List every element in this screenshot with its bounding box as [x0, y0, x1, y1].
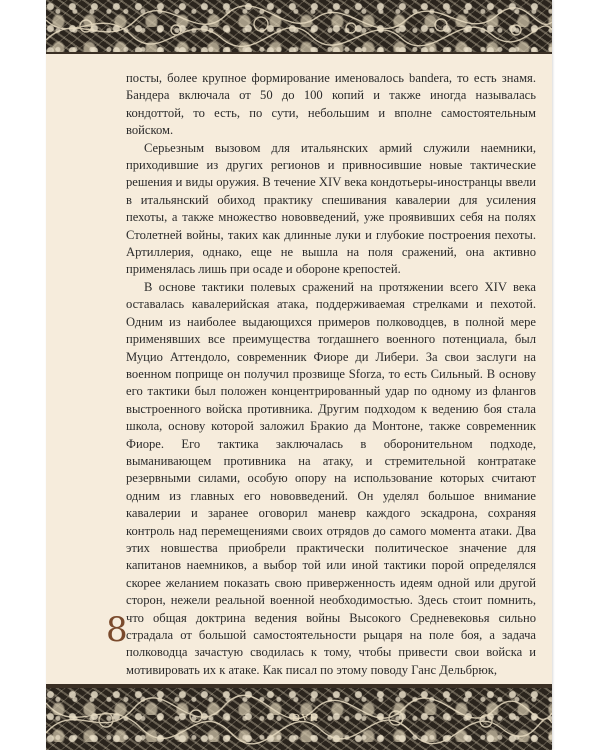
- top-rule: [46, 52, 552, 54]
- top-ornamental-border: [46, 0, 552, 52]
- paragraph: Серьезным вызовом для итальянских армий служили наемники, приходившие из других регионов и привносившие новые тактические решения и виды оружия. В течение XIV века кондотьеры-иностранцы ввели в итальянский обиход практику спешивания кавалерии для усиления пехоты, а также множество нововведений, уже проявивших себя на полях Столетней войны, таких как длинные луки и глубокие построения пехоты. Артиллерия, однако, еще не вышла на поля сражений, она активно применялась лишь при осаде и обороне крепостей.: [126, 140, 536, 277]
- body-text: [126, 70, 536, 679]
- bottom-monogram: DVH: [292, 712, 319, 724]
- top-ornament-pattern: [46, 0, 552, 52]
- paragraph: посты, более крупное формирование именовалось bandera, то есть знамя. Бандера включала от 50 до 100 копий и также иногда называлась кондоттой, то есть, по сути, небольшим и вполне самостоятельным войском.: [126, 71, 536, 138]
- page-number: 8: [106, 610, 128, 650]
- book-page: [46, 0, 552, 750]
- paragraph: В основе тактики полевых сражений на протяжении всего XIV века оставалась кавалерийская атака, поддерживаемая стрелками и пехотой. Одним из наиболее выдающихся примеров полководцев, в полной мере применявших все преимущества тогдашнего военного потенциала, был Муцио Аттендоло, современник Фиоре ди Либери. За свои заслуги на военном поприще он получил прозвище Sforza, то есть Сильный. В основу его тактики был положен концентрированный удар по одному из флангов выстроенного войска противника. Другим подходом к ведению боя стала школа, основу которой заложил Бракио да Монтоне, также современник Фиоре. Его тактика заключалась в оборонительном подходе, выманивающем противника на атаку, и стремительной контратаке резервными силами, особую опору на использование которых считают одним из главных его нововведений. Он уделял большое внимание кавалерии и заранее оговорил маневр каждого эскадрона, сохраняя контроль над перемещениями своих отрядов до самого момента атаки. Два этих новшества приобрели практически политическое значение для капитанов наемников, а выбор той или иной тактики порой определялся скорее желанием показать свою приверженность идеям одной или другой сторон, нежели реальной военной необходимостью. Здесь стоит помнить, что общая доктрина ведения войны Высокого Средневековья сильно страдала от большой самостоятельности рыцаря на поле боя, а задача полководца зачастую сводилась к тому, чтобы привести свои войска и мотивировать их к атаке. Как писал по этому поводу Ганс Дельбрюк,: [126, 279, 536, 677]
